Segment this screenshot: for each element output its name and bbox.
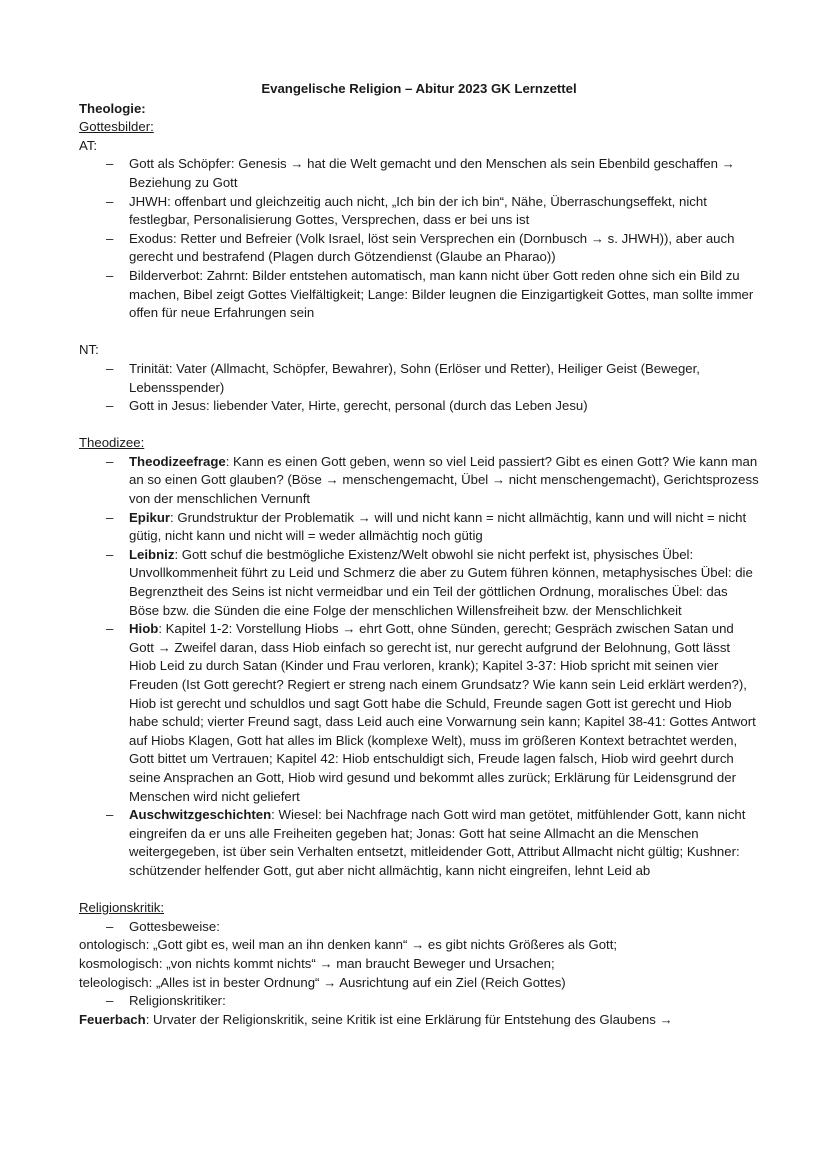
label-nt: NT: (79, 342, 99, 358)
document-title: Evangelische Religion – Abitur 2023 GK Lernzettel (261, 81, 577, 96)
term: Feuerbach (79, 1011, 146, 1027)
term: Auschwitzgeschichten (129, 807, 272, 823)
nt-list (79, 360, 759, 416)
term: Epikur (129, 509, 171, 525)
at-list (79, 155, 759, 322)
list-item (79, 509, 759, 546)
list-item: – Religionskritiker: (79, 992, 759, 1011)
term-text: : Kann es einen Gott geben, wenn so viel Leid passiert? Gibt es einen Gott? Wie kann man an so einen Gott glauben? (Böse → menschengemacht, Übel → nicht menschengemacht), Gerichtsprozess von der menschlichen Vernunft (129, 453, 759, 507)
beweis-teleologisch: teleologisch: „Alles ist in bester Ordnung“ → Ausrichtung auf ein Ziel (Reich Gottes) (79, 974, 566, 990)
gottesbeweise-list (79, 918, 759, 937)
term-text: : Gott schuf die bestmögliche Existenz/Welt obwohl sie nicht perfekt ist, physisches Übel: Unvollkommenheit führt zu Leid und Schmerz die aber zu Gutem führen können, metaphysisches Übel: die Begrenztheit des Seins ist nicht vermeidbar und ein Teil der göttlichen Ordnung, moralisches Übel: das Böse bzw. die Sünden die eine Folge der menschlichen Willensfreiheit bzw. der Menschlichkeit (129, 546, 753, 618)
feuerbach-line (79, 1011, 759, 1030)
list-item (79, 546, 759, 620)
list-item: – Exodus: Retter und Befreier (Volk Israel, löst sein Versprechen ein (Dornbusch → s. JHWH)), aber auch gerecht und bestrafend (Plagen durch Götzendienst (Glaube an Pharao)) (79, 230, 759, 267)
beweis-kosmologisch: kosmologisch: „von nichts kommt nichts“ → man braucht Beweger und Ursachen; (79, 955, 555, 971)
theodizee-list (79, 453, 759, 881)
list-item: – Gottesbeweise: (79, 918, 759, 937)
beweis-ontologisch: ontologisch: „Gott gibt es, weil man an ihn denken kann“ → es gibt nichts Größeres als Gott; (79, 937, 618, 953)
list-item: – Gott als Schöpfer: Genesis → hat die Welt gemacht und den Menschen als sein Ebenbild geschaffen → Beziehung zu Gott (79, 155, 759, 192)
list-item: – Trinität: Vater (Allmacht, Schöpfer, Bewahrer), Sohn (Erlöser und Retter), Heiliger Geist (Beweger, Lebensspender) (79, 360, 759, 397)
section-heading-theologie: Theologie: (79, 100, 146, 116)
subheading-theodizee: Theodizee: (79, 435, 145, 451)
document-page (79, 80, 759, 1029)
list-item (79, 453, 759, 509)
term-text: : Kapitel 1-2: Vorstellung Hiobs → ehrt Gott, ohne Sünden, gerecht; Gespräch zwischen Satan und Gott → Zweifel daran, dass Hiob einfach so gerecht ist, nur gerecht aufgrund der Belohnung, Gott lässt Hiob Leid zu durch Satan (Kinder und Frau verloren, krank); Kapitel 3-37: Hiob spricht mit seinen vier Freuden (Ist Gott gerecht? Regiert er streng nach einem Grundsatz? Wie kann sein Leid erklärt werden?), Hiob ist gerecht und schuldlos und sagt Gott habe die Schuld, Freunde sagen Gott ist gerecht und Hiob habe schuld; vierter Freund sagt, dass Leid auch eine Vorwarnung sein kann; Kapitel 38-41: Gottes Antwort auf Hiobs Klagen, Gott hat alles im Blick (komplexe Welt), muss im größeren Kontext betrachtet werden, Gott bittet um Vertrauen; Kapitel 42: Hiob entschuldigt sich, Freude lagen falsch, Hiob wird geehrt durch seine Ansprachen an Gott, Hiob wird gesund und bekommt alles zurück; Erklärung für Leidensgrund der Menschen wird nicht geliefert (129, 621, 756, 804)
list-item: – Gott in Jesus: liebender Vater, Hirte, gerecht, personal (durch das Leben Jesu) (79, 397, 759, 416)
subheading-religionskritik: Religionskritik: (79, 900, 165, 916)
term-text: : Urvater der Religionskritik, seine Kritik ist eine Erklärung für Entstehung des Glaubens → (145, 1011, 673, 1027)
term: Theodizeefrage (129, 453, 226, 469)
list-item: – Bilderverbot: Zahrnt: Bilder entstehen automatisch, man kann nicht über Gott reden ohne sich ein Bild zu machen, Bibel zeigt Gottes Vielfältigkeit; Lange: Bilder leugnen die Einzigartigkeit Gottes, man sollte immer offen für neue Erfahrungen sein (79, 267, 759, 323)
list-item (79, 620, 759, 806)
term: Hiob (129, 621, 159, 637)
list-item (79, 806, 759, 880)
term: Leibniz (129, 546, 175, 562)
term-text: : Wiesel: bei Nachfrage nach Gott wird man getötet, mitfühlender Gott, kann nicht eingreifen da er uns alle Freiheiten gegeben hat; Jonas: Gott hat seine Allmacht an die Menschen weitergegeben, ist über sein Verhalten entsetzt, mitleidender Gott, Attribut Allmacht nicht gültig; Kushner: schützender helfender Gott, gut aber nicht allmächtig, kann nicht eingreifen, lehnt Leid ab (129, 807, 746, 878)
list-item: – JHWH: offenbart und gleichzeitig auch nicht, „Ich bin der ich bin“, Nähe, Überraschungseffekt, nicht festlegbar, Personalisierung Gottes, Versprechen, dass er bei uns ist (79, 193, 759, 230)
term-text: : Grundstruktur der Problematik → will und nicht kann = nicht allmächtig, kann und will nicht = nicht gütig, nicht kann und nicht will = weder allmächtig noch gütig (129, 509, 747, 544)
kritiker-list (79, 992, 759, 1011)
label-at: AT: (79, 137, 98, 153)
subheading-gottesbilder: Gottesbilder: (79, 119, 154, 135)
